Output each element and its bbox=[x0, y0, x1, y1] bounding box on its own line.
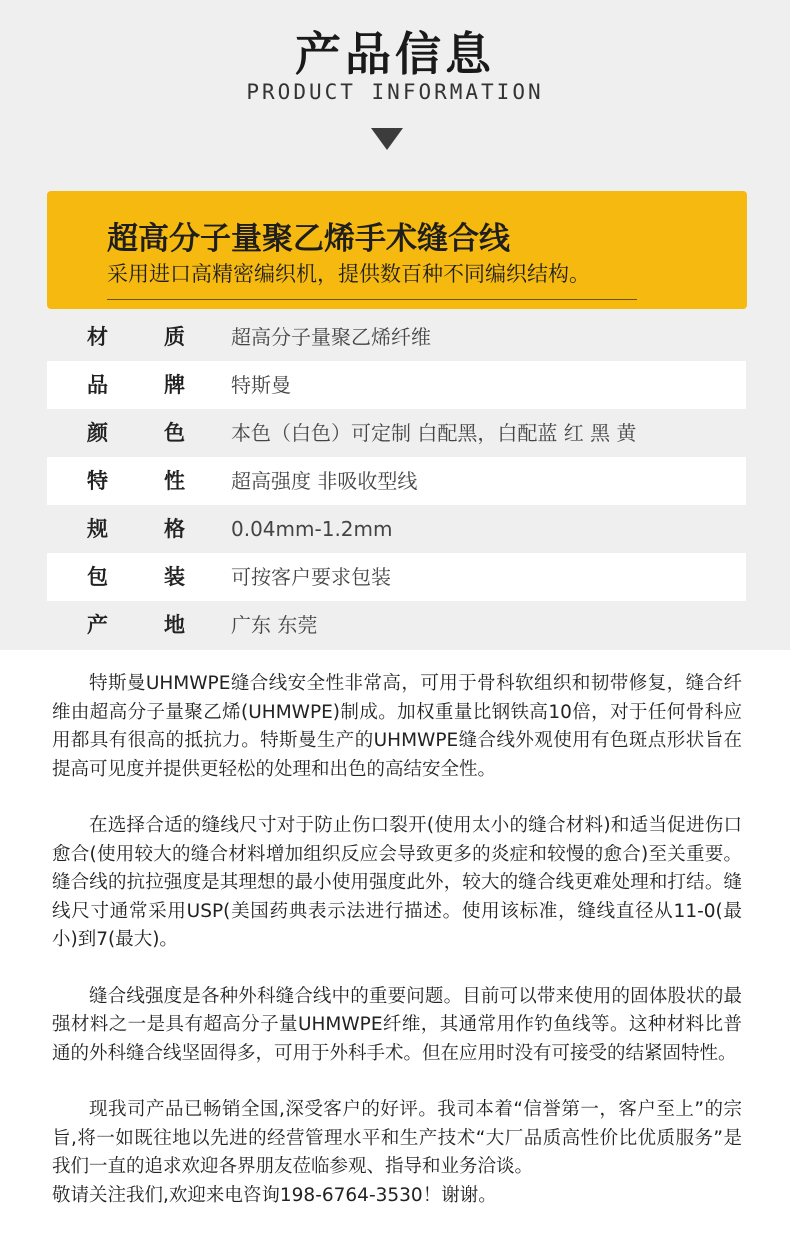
spec-value: 超高分子量聚乙烯纤维 bbox=[231, 325, 431, 349]
spec-value: 特斯曼 bbox=[231, 373, 291, 397]
spec-row-brand bbox=[47, 361, 746, 409]
spec-row-packaging bbox=[47, 553, 746, 601]
spec-row-feature bbox=[47, 457, 746, 505]
down-arrow-icon bbox=[371, 128, 403, 150]
spec-value: 本色（白色）可定制 白配黑，白配蓝 红 黑 黄 bbox=[231, 421, 637, 445]
banner-title: 超高分子量聚乙烯手术缝合线 bbox=[107, 221, 510, 257]
spec-key-char: 包 bbox=[87, 565, 108, 589]
page-subtitle-english: PRODUCT INFORMATION bbox=[246, 80, 544, 104]
product-banner bbox=[47, 191, 747, 309]
description-paragraph: 缝合线强度是各种外科缝合线中的重要问题。目前可以带来使用的固体股状的最强材料之一是具有超高分子量UHMWPE纤维，其通常用作钓鱼线等。这种材料比普通的外科缝合线坚固得多，可用于外科手术。但在应用时没有可接受的结紧固特性。 bbox=[52, 985, 742, 1064]
page-title: 产品信息 bbox=[295, 27, 495, 81]
spec-key-char: 产 bbox=[87, 613, 108, 637]
spec-key-char: 地 bbox=[164, 613, 185, 637]
company-paragraph: 现我司产品已畅销全国,深受客户的好评。我司本着“信誉第一，客户至上”的宗旨,将一如既往地以先进的经营管理水平和生产技术“大厂品质高性价比优质服务”是我们一直的追求欢迎各界朋友莅临参观、指导和业务洽谈。 bbox=[52, 1099, 742, 1177]
contact-line: 敬请关注我们,欢迎来电咨询198-6764-3530！谢谢。 bbox=[52, 1184, 497, 1206]
spec-value: 可按客户要求包装 bbox=[231, 565, 391, 589]
description-paragraph: 在选择合适的缝线尺寸对于防止伤口裂开(使用太小的缝合材料)和适当促进伤口愈合(使用较大的缝合材料增加组织反应会导致更多的炎症和较慢的愈合)至关重要。缝合线的抗拉强度是其理想的最小使用强度此外，较大的缝合线更难处理和打结。缝线尺寸通常采用USP(美国药典表示法进行描述。使用该标准，缝线直径从11-0(最小)到7(最大)。 bbox=[52, 815, 742, 950]
spec-key-char: 牌 bbox=[164, 373, 185, 397]
spec-key-char: 色 bbox=[164, 421, 185, 445]
description-body bbox=[52, 670, 742, 1238]
spec-table bbox=[47, 313, 746, 649]
spec-key-char: 格 bbox=[164, 517, 185, 541]
spec-key-char: 特 bbox=[87, 469, 108, 493]
spec-value: 0.04mm-1.2mm bbox=[231, 517, 393, 541]
spec-key-char: 质 bbox=[164, 325, 185, 349]
spec-value: 广东 东莞 bbox=[231, 613, 318, 637]
spec-key-char: 品 bbox=[87, 373, 108, 397]
spec-row-material bbox=[47, 313, 746, 361]
spec-key-char: 装 bbox=[164, 565, 185, 589]
banner-subtitle: 采用进口高精密编织机，提供数百种不同编织结构。 bbox=[107, 262, 590, 286]
spec-key-char: 材 bbox=[87, 325, 108, 349]
spec-row-color bbox=[47, 409, 746, 457]
spec-key-char: 颜 bbox=[87, 421, 108, 445]
description-paragraph: 特斯曼UHMWPE缝合线安全性非常高，可用于骨科软组织和韧带修复，缝合纤维由超高分子量聚乙烯(UHMWPE)制成。加权重量比钢铁高10倍，对于任何骨科应用都具有很高的抵抗力。特斯曼生产的UHMWPE缝合线外观使用有色斑点形状旨在提高可见度并提供更轻松的处理和出色的高结安全性。 bbox=[52, 673, 742, 780]
spec-row-origin bbox=[47, 601, 746, 649]
spec-key-char: 性 bbox=[164, 469, 185, 493]
banner-divider bbox=[107, 299, 637, 300]
spec-value: 超高强度 非吸收型线 bbox=[231, 469, 418, 493]
spec-row-size bbox=[47, 505, 746, 553]
spec-key-char: 规 bbox=[87, 517, 108, 541]
